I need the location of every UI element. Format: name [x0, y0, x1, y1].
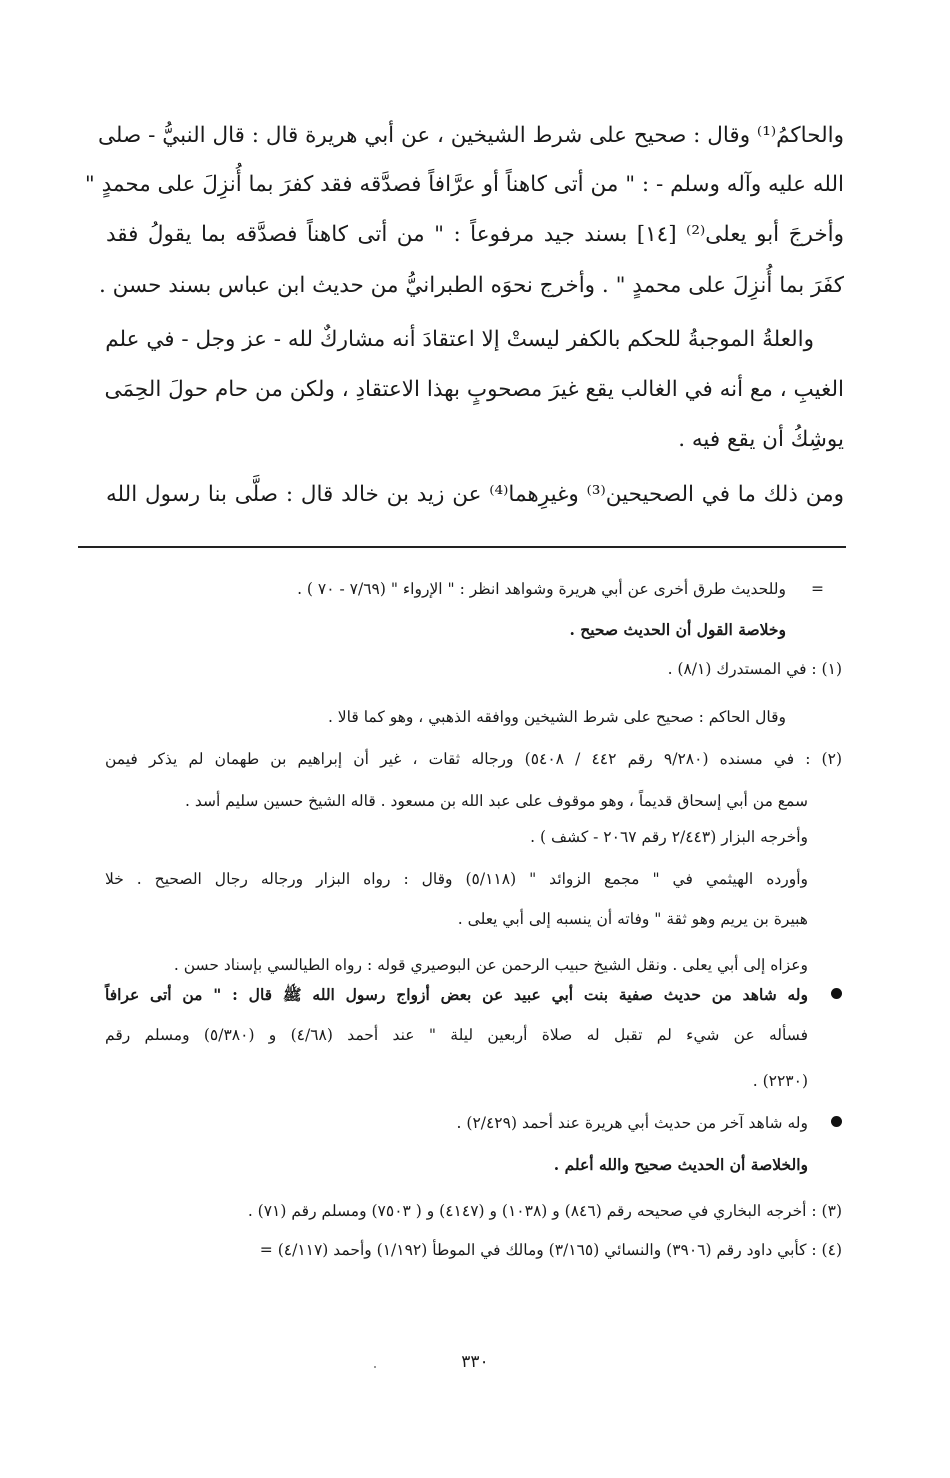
footnote-2-line-c: وأخرجه البزار (٢/٤٤٣ رقم ٢٠٦٧ - كشف ) .: [530, 828, 808, 846]
page-number: ٣٣٠: [461, 1352, 489, 1372]
footnote-summary: وخلاصة القول أن الحديث صحيح .: [569, 620, 786, 639]
main-line-6: الغيبِ ، مع أنه في الغالب يقع غيرَ مصحوبٍ بهذا الاعتقادِ ، ولكن من حام حولَ الحِمَى: [104, 377, 844, 402]
bullet-2-icon: [831, 1116, 842, 1127]
footnote-2-line-f: وعزاه إلى أبي يعلى . ونقل الشيخ حبيب الرحمن عن البوصيري قوله : رواه الطيالسي بإسناد حسن .: [173, 956, 808, 974]
footnote-2-line-e: هبيرة بن يريم وهو ثقة " وفاته أن ينسبه إلى أبي يعلى .: [457, 910, 808, 928]
continuation-marker: =: [811, 580, 824, 598]
main-line-4: كفَرَ بما أُنزِلَ على محمدٍ " . وأخرج نحوَه الطبرانيُّ من حديث ابن عباس بسند حسن .: [98, 273, 844, 298]
footnote-1: (١) : في المستدرك (٨/١) .: [667, 660, 842, 678]
bullet-1-line-c: (٢٢٣٠) .: [752, 1072, 808, 1090]
main-line-1: والحاكمُ⁽¹⁾ وقال : صحيح على شرط الشيخين ، عن أبي هريرة قال : قال النبيُّ - صلى: [98, 123, 844, 148]
speck: [374, 1366, 376, 1368]
main-line-3: وأخرجَ أبو يعلى⁽²⁾ [١٤] بسند جيد مرفوعاً : " من أتى كاهناً فصدَّقه بما يقولُ فقد: [106, 222, 844, 247]
footnote-continuation: وللحديث طرق أخرى عن أبي هريرة وشواهد انظر : " الإرواء " (٧/٦٩ - ٧٠ ) .: [297, 580, 786, 598]
bullet-1-icon: [831, 988, 842, 999]
footnote-2-line-b: سمع من أبي إسحاق قديماً ، وهو موقوف على عبد الله بن مسعود . قاله الشيخ حسين سليم أسد .: [185, 792, 808, 810]
footnote-2-line-d: وأورده الهيثمي في " مجمع الزوائد " (٥/١١٨) وقال : رواه البزار ورجاله رجال الصحيح . خلا: [105, 870, 808, 888]
main-line-8: ومن ذلك ما في الصحيحين⁽³⁾ وغيرِهما⁽⁴⁾ عن زيد بن خالد قال : صلَّى بنا رسول الله: [106, 482, 844, 507]
footnote-separator: [78, 546, 846, 548]
bullet-2-line: وله شاهد آخر من حديث أبي هريرة عند أحمد (٢/٤٢٩) .: [456, 1114, 808, 1132]
footnote-2-line-a: (٢) : في مسنده (٩/٢٨٠ رقم ٤٤٢ / ٥٤٠٨) ورجاله ثقات ، غير أن إبراهيم بن طهمان لم يذكر فيمن: [105, 750, 842, 768]
main-line-2: الله عليه وآله وسلم - : " من أتى كاهناً أو عرَّافاً فصدَّقه فقد كفرَ بما أُنزِلَ على محمدٍ ": [84, 172, 844, 197]
footnote-3: (٣) : أخرجه البخاري في صحيحه رقم (٨٤٦) و (١٠٣٨) و (٤١٤٧) و ( ٧٥٠٣) ومسلم رقم (٧١) .: [247, 1202, 842, 1220]
bullet-1-line-b: فسأله عن شيء لم تقبل له صلاة أربعين ليلة " عند أحمد (٤/٦٨) و (٥/٣٨٠) ومسلم رقم: [105, 1026, 808, 1044]
main-line-7: يوشِكُ أن يقع فيه .: [678, 427, 844, 452]
footnote-4: (٤) : كأبي داود رقم (٣٩٠٦) والنسائي (٣/١٦٥) ومالك في الموطأ (١/١٩٢) وأحمد (٤/١١٧) =: [259, 1241, 842, 1259]
footnote-1-hakim: وقال الحاكم : صحيح على شرط الشيخين ووافقه الذهبي ، وهو كما قالا .: [327, 708, 786, 726]
bullet-2-conclusion: والخلاصة أن الحديث صحيح والله أعلم .: [553, 1155, 808, 1174]
bullet-1-line-a: وله شاهد من حديث صفية بنت أبي عبيد عن بعض أزواج رسول الله ﷺ قال : " من أتى عرافاً: [105, 985, 808, 1004]
main-line-5: والعلةُ الموجبةُ للحكم بالكفر ليستْ إلا اعتقادَ أنه مشاركٌ لله - عز وجل - في علم: [105, 327, 814, 352]
